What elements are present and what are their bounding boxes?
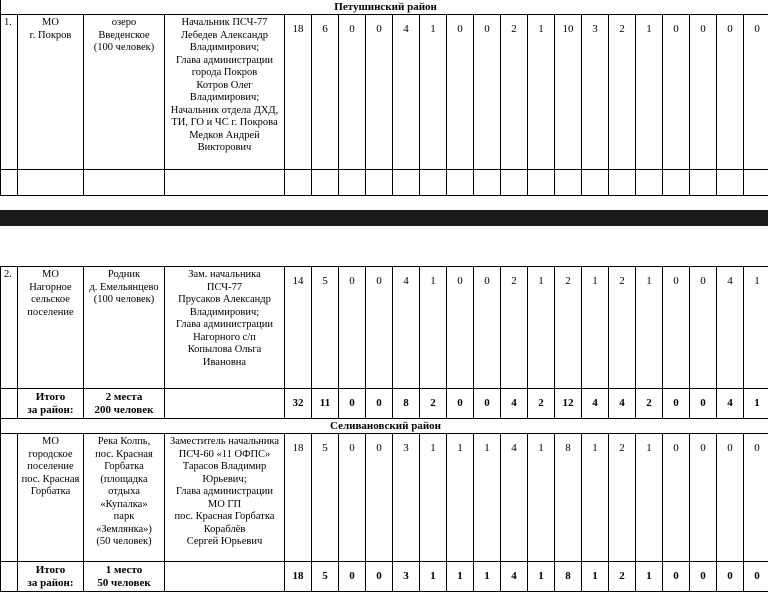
value-cell: 0 — [663, 267, 690, 389]
mo-cell-line: Нагорное — [19, 282, 82, 295]
table-row — [1, 267, 768, 389]
value-cell: 0 — [690, 434, 717, 562]
value-cell: 1 — [528, 434, 555, 562]
place-cell-line: (площадка — [85, 474, 163, 487]
value-cell: 0 — [663, 389, 690, 419]
total-places-line: 1 место — [85, 564, 163, 577]
persons-cell-line: Начальник ПСЧ-77 — [166, 17, 283, 30]
value-cell: 1 — [420, 267, 447, 389]
value-cell: 0 — [366, 434, 393, 562]
persons-cell-line: МО ГП — [166, 499, 283, 512]
value-cell: 0 — [690, 389, 717, 419]
mo-cell — [18, 15, 84, 170]
value-cell: 0 — [717, 15, 744, 170]
total-row — [1, 389, 768, 419]
total-places-line: 200 человек — [85, 404, 163, 417]
value-cell: 0 — [474, 389, 501, 419]
total-label-line: Итого — [19, 391, 82, 404]
persons-cell-line: Сергей Юрьевич — [166, 536, 283, 549]
place-cell-line: отдыха — [85, 486, 163, 499]
mo-cell-line: пос. Красная — [19, 474, 82, 487]
place-cell-line: (100 человек) — [85, 294, 163, 307]
value-cell: 4 — [717, 267, 744, 389]
persons-cell-line: Прусаков Александр — [166, 294, 283, 307]
value-cell: 0 — [447, 267, 474, 389]
row-index: 2. — [1, 267, 18, 389]
value-cell: 5 — [312, 562, 339, 592]
row-index: 1. — [1, 15, 18, 170]
value-cell: 2 — [609, 267, 636, 389]
value-cell: 0 — [744, 15, 768, 170]
persons-cell-line: Владимирович; — [166, 42, 283, 55]
page-separator-bar — [0, 210, 768, 226]
place-cell — [84, 267, 165, 389]
persons-cell-line: Владимирович; — [166, 92, 283, 105]
value-cell: 0 — [663, 434, 690, 562]
value-cell: 0 — [339, 15, 366, 170]
value-cell: 4 — [393, 267, 420, 389]
value-cell: 4 — [717, 389, 744, 419]
value-cell: 0 — [366, 389, 393, 419]
value-cell: 3 — [393, 562, 420, 592]
total-row — [1, 562, 768, 592]
value-cell: 1 — [420, 562, 447, 592]
section-second — [0, 266, 768, 592]
empty-row — [1, 170, 768, 196]
persons-cell-line: ПСЧ-77 — [166, 282, 283, 295]
value-cell: 4 — [501, 389, 528, 419]
value-cell: 10 — [555, 15, 582, 170]
value-cell: 0 — [339, 389, 366, 419]
persons-cell-line: ТИ, ГО и ЧС г. Покрова — [166, 117, 283, 130]
mo-cell — [18, 434, 84, 562]
mo-cell-line: МО — [19, 269, 82, 282]
persons-cell-line: Лебедев Александр — [166, 30, 283, 43]
place-cell-line: «Землянка») — [85, 524, 163, 537]
place-cell-line: озеро — [85, 17, 163, 30]
value-cell: 1 — [582, 562, 609, 592]
value-cell: 0 — [663, 562, 690, 592]
value-cell: 5 — [312, 267, 339, 389]
persons-cell-line: Зам. начальника — [166, 269, 283, 282]
mo-cell-line: поселение — [19, 461, 82, 474]
mo-cell — [18, 267, 84, 389]
value-cell: 2 — [555, 267, 582, 389]
total-places — [84, 389, 165, 419]
value-cell: 12 — [555, 389, 582, 419]
mo-cell-line: Горбатка — [19, 486, 82, 499]
persons-cell-line: Юрьевич; — [166, 474, 283, 487]
table-second — [0, 266, 768, 592]
persons-cell-line: Котров Олег — [166, 80, 283, 93]
mo-cell-line: поселение — [19, 307, 82, 320]
value-cell: 1 — [474, 434, 501, 562]
total-places-line: 2 места — [85, 391, 163, 404]
persons-cell-line: Глава администрации — [166, 486, 283, 499]
persons-cell — [165, 267, 285, 389]
value-cell: 1 — [474, 562, 501, 592]
value-cell: 3 — [582, 15, 609, 170]
value-cell: 4 — [393, 15, 420, 170]
value-cell: 4 — [501, 434, 528, 562]
value-cell: 4 — [582, 389, 609, 419]
value-cell: 0 — [717, 562, 744, 592]
place-cell-line: д. Емельянцево — [85, 282, 163, 295]
value-cell: 2 — [609, 15, 636, 170]
value-cell: 1 — [636, 267, 663, 389]
value-cell: 0 — [366, 267, 393, 389]
place-cell-line: Река Колпь, — [85, 436, 163, 449]
value-cell: 11 — [312, 389, 339, 419]
total-label-line: за район: — [19, 404, 82, 417]
place-cell-line: пос. Красная — [85, 449, 163, 462]
persons-cell-line: Кораблёв — [166, 524, 283, 537]
total-places-line: 50 человек — [85, 577, 163, 590]
value-cell: 0 — [339, 434, 366, 562]
value-cell: 8 — [555, 562, 582, 592]
value-cell: 0 — [744, 562, 768, 592]
value-cell: 2 — [420, 389, 447, 419]
value-cell: 0 — [339, 562, 366, 592]
persons-cell-line: Глава администрации — [166, 319, 283, 332]
value-cell: 14 — [285, 267, 312, 389]
mo-cell-line: МО — [19, 17, 82, 30]
section-petushinsky — [0, 0, 768, 196]
value-cell: 1 — [420, 15, 447, 170]
total-label-line: Итого — [19, 564, 82, 577]
place-cell — [84, 434, 165, 562]
place-cell-line: Горбатка — [85, 461, 163, 474]
table-row — [1, 15, 768, 170]
persons-cell-line: Владимирович; — [166, 307, 283, 320]
value-cell: 0 — [690, 15, 717, 170]
district-header: Петушинский район — [1, 0, 768, 15]
place-cell-line: «Купалка» — [85, 499, 163, 512]
value-cell: 4 — [609, 389, 636, 419]
value-cell: 0 — [474, 15, 501, 170]
value-cell: 0 — [366, 15, 393, 170]
total-label — [18, 389, 84, 419]
mo-cell-line: сельское — [19, 294, 82, 307]
persons-cell-line: Нагорного с/п — [166, 332, 283, 345]
persons-cell — [165, 434, 285, 562]
place-cell-line: Введенское — [85, 30, 163, 43]
persons-cell-line: пос. Красная Горбатка — [166, 511, 283, 524]
value-cell: 1 — [528, 15, 555, 170]
value-cell: 0 — [447, 389, 474, 419]
persons-cell-line: города Покров — [166, 67, 283, 80]
value-cell: 18 — [285, 562, 312, 592]
persons-cell-line: Ивановна — [166, 357, 283, 370]
value-cell: 1 — [582, 267, 609, 389]
place-cell-line: (50 человек) — [85, 536, 163, 549]
total-label-line: за район: — [19, 577, 82, 590]
total-places — [84, 562, 165, 592]
total-label — [18, 562, 84, 592]
value-cell: 2 — [501, 267, 528, 389]
persons-cell-line: Медков Андрей — [166, 130, 283, 143]
value-cell: 18 — [285, 15, 312, 170]
value-cell: 5 — [312, 434, 339, 562]
place-cell-line: Родник — [85, 269, 163, 282]
value-cell: 4 — [501, 562, 528, 592]
value-cell: 8 — [393, 389, 420, 419]
value-cell: 0 — [339, 267, 366, 389]
value-cell: 0 — [690, 562, 717, 592]
persons-cell — [165, 15, 285, 170]
value-cell: 6 — [312, 15, 339, 170]
value-cell: 18 — [285, 434, 312, 562]
value-cell: 0 — [717, 434, 744, 562]
value-cell: 1 — [447, 562, 474, 592]
value-cell: 1 — [447, 434, 474, 562]
value-cell: 2 — [501, 15, 528, 170]
value-cell: 0 — [366, 562, 393, 592]
value-cell: 2 — [636, 389, 663, 419]
persons-cell-line: Глава администрации — [166, 55, 283, 68]
persons-cell-line: Викторович — [166, 142, 283, 155]
persons-cell-line: Начальник отдела ДХД, — [166, 105, 283, 118]
place-cell — [84, 15, 165, 170]
value-cell: 1 — [636, 15, 663, 170]
mo-cell-line: городское — [19, 449, 82, 462]
value-cell: 1 — [744, 389, 768, 419]
value-cell: 0 — [690, 267, 717, 389]
value-cell: 0 — [447, 15, 474, 170]
value-cell: 0 — [474, 267, 501, 389]
persons-cell-line: ПСЧ-60 «11 ОФПС» — [166, 449, 283, 462]
value-cell: 1 — [636, 434, 663, 562]
value-cell: 1 — [636, 562, 663, 592]
table-row — [1, 434, 768, 562]
district-header: Селивановский район — [1, 419, 768, 434]
persons-cell-line: Заместитель начальника — [166, 436, 283, 449]
value-cell: 0 — [744, 434, 768, 562]
mo-cell-line: МО — [19, 436, 82, 449]
value-cell: 3 — [393, 434, 420, 562]
value-cell: 32 — [285, 389, 312, 419]
value-cell: 8 — [555, 434, 582, 562]
value-cell: 1 — [582, 434, 609, 562]
persons-cell-line: Тарасов Владимир — [166, 461, 283, 474]
value-cell: 2 — [609, 434, 636, 562]
place-cell-line: (100 человек) — [85, 42, 163, 55]
mo-cell-line: г. Покров — [19, 30, 82, 43]
value-cell: 0 — [663, 15, 690, 170]
place-cell-line: парк — [85, 511, 163, 524]
value-cell: 1 — [528, 562, 555, 592]
value-cell: 2 — [528, 389, 555, 419]
persons-cell-line: Копылова Ольга — [166, 344, 283, 357]
value-cell: 1 — [528, 267, 555, 389]
table-petushinsky — [0, 0, 768, 196]
value-cell: 1 — [420, 434, 447, 562]
value-cell: 1 — [744, 267, 768, 389]
value-cell: 2 — [609, 562, 636, 592]
